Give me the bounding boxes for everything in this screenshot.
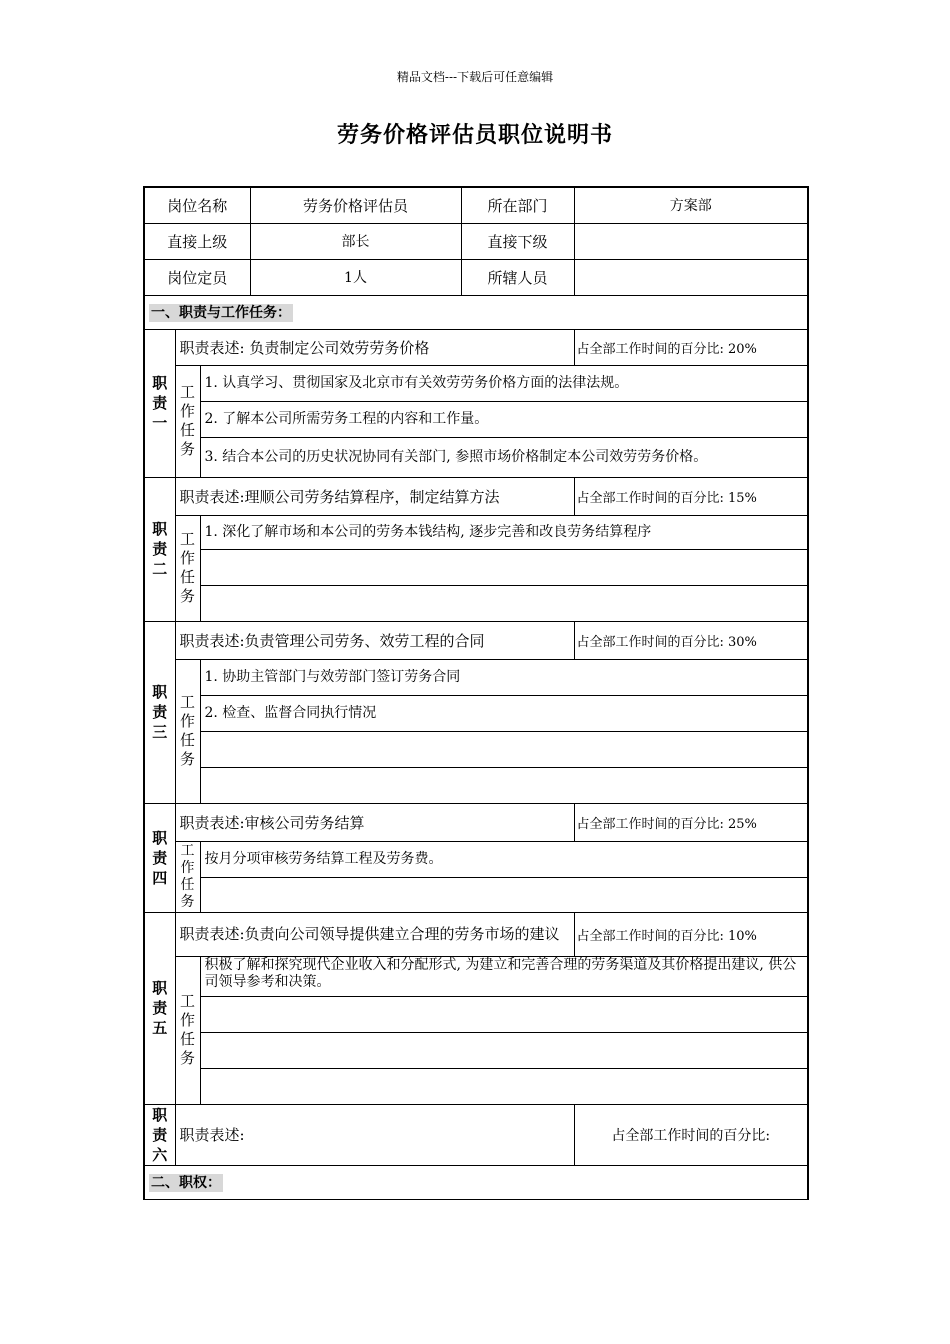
duty-5-percentage: 占全部工作时间的百分比: 10%: [574, 912, 808, 956]
duty-5-heading: 职 责 五: [144, 912, 175, 1104]
duty-1-heading: 职 责 一: [144, 329, 175, 477]
duty-2-task-1: 1. 深化了解市场和本公司的劳务本钱结构, 逐步完善和改良劳务结算程序: [200, 515, 808, 549]
department-value: 方案部: [574, 187, 808, 223]
duty-3-percentage: 占全部工作时间的百分比: 30%: [574, 621, 808, 659]
superior-value: 部长: [250, 223, 461, 259]
duty-2-description: 职责表述:理顺公司劳务结算程序，制定结算方法: [175, 477, 574, 515]
staff-value: [574, 259, 808, 295]
duty-3-task-2: 2. 检查、监督合同执行情况: [200, 695, 808, 731]
duty-6-description: 职责表述:: [175, 1104, 574, 1165]
duty-2-task-heading: 工 作 任 务: [175, 515, 200, 621]
duty-4-heading: 职 责 四: [144, 803, 175, 912]
duty-6-heading: 职 责 六: [144, 1104, 175, 1165]
duty-6-percentage: 占全部工作时间的百分比:: [574, 1104, 808, 1165]
duty-5-task-heading: 工 作 任 务: [175, 956, 200, 1104]
duty-4-task-1: 按月分项审核劳务结算工程及劳务费。: [200, 841, 808, 877]
duty-3-description: 职责表述:负责管理公司劳务、效劳工程的合同: [175, 621, 574, 659]
duty-1-task-1: 1. 认真学习、贯彻国家及北京市有关效劳劳务价格方面的法律法规。: [200, 365, 808, 401]
section-authority-heading: 二、职权：: [144, 1165, 808, 1199]
job-description-table: [143, 186, 809, 1200]
duty-3-heading: 职 责 三: [144, 621, 175, 803]
duty-3-task-1: 1. 协助主管部门与效劳部门签订劳务合同: [200, 659, 808, 695]
duty-3-task-4: [200, 767, 808, 803]
duty-2-heading: 职 责 二: [144, 477, 175, 621]
duty-1-task-3: 3. 结合本公司的历史状况协同有关部门, 参照市场价格制定本公司效劳劳务价格。: [200, 437, 808, 477]
quota-label: 岗位定员: [144, 259, 250, 295]
duty-1-task-2: 2. 了解本公司所需劳务工程的内容和工作量。: [200, 401, 808, 437]
duty-2-percentage: 占全部工作时间的百分比: 15%: [574, 477, 808, 515]
duty-1-task-heading: 工 作 任 务: [175, 365, 200, 477]
duty-3-task-heading: 工 作 任 务: [175, 659, 200, 803]
duty-4-task-2: [200, 877, 808, 912]
superior-label: 直接上级: [144, 223, 250, 259]
subordinate-label: 直接下级: [461, 223, 574, 259]
section-duties-heading: 一、职责与工作任务：: [144, 295, 808, 329]
duty-4-percentage: 占全部工作时间的百分比: 25%: [574, 803, 808, 841]
duty-2-task-2: [200, 549, 808, 585]
duty-3-task-3: [200, 731, 808, 767]
position-name-label: 岗位名称: [144, 187, 250, 223]
duty-5-task-4: [200, 1068, 808, 1104]
staff-label: 所辖人员: [461, 259, 574, 295]
duty-5-task-2: [200, 996, 808, 1032]
duty-5-task-1: 积极了解和探究现代企业收入和分配形式, 为建立和完善合理的劳务渠道及其价格提出建议, 供公司领导参考和决策。: [200, 956, 808, 996]
subordinate-value: [574, 223, 808, 259]
header-note: 精品文档---下载后可任意编辑: [396, 70, 554, 84]
duty-1-percentage: 占全部工作时间的百分比: 20%: [574, 329, 808, 365]
duty-2-task-3: [200, 585, 808, 621]
duty-5-description: 职责表述:负责向公司领导提供建立合理的劳务市场的建议: [175, 912, 574, 956]
duty-1-description: 职责表述: 负责制定公司效劳劳务价格: [175, 329, 574, 365]
duty-5-task-3: [200, 1032, 808, 1068]
duty-4-task-heading: 工 作 任 务: [175, 841, 200, 912]
department-label: 所在部门: [461, 187, 574, 223]
document-title: 劳务价格评估员职位说明书: [336, 123, 613, 148]
quota-value: 1人: [250, 259, 461, 295]
position-name-value: 劳务价格评估员: [250, 187, 461, 223]
duty-4-description: 职责表述:审核公司劳务结算: [175, 803, 574, 841]
